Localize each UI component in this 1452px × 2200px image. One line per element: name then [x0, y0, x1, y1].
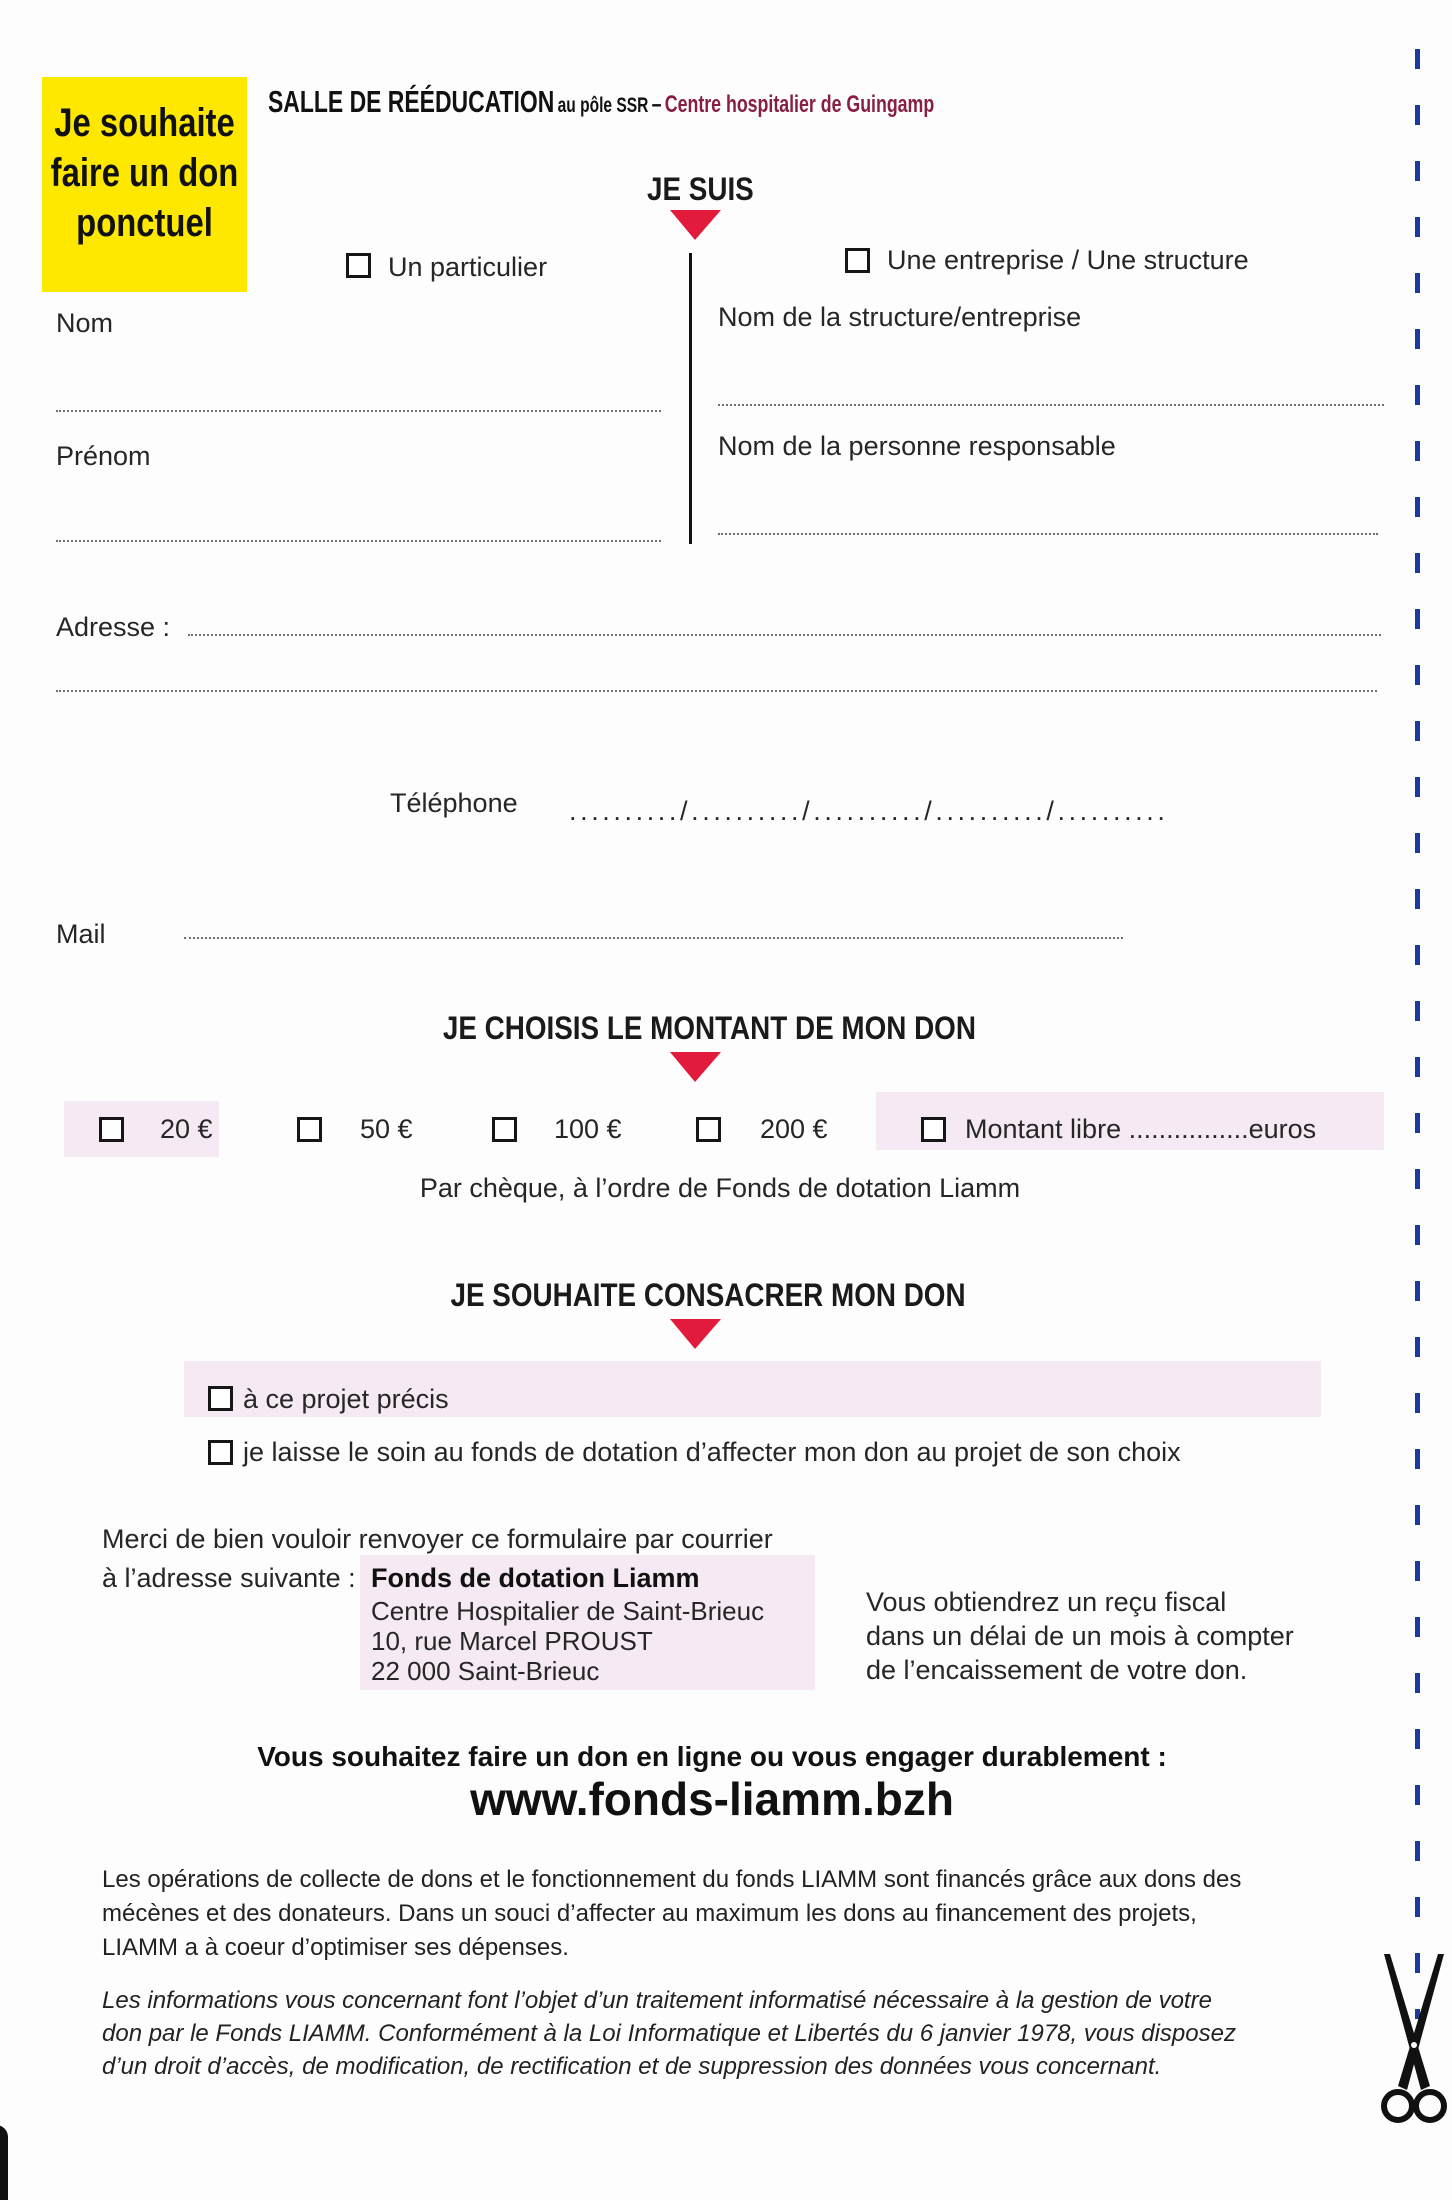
- header-separator: –: [651, 91, 662, 118]
- receipt-line: dans un délai de un mois à compter: [866, 1621, 1294, 1651]
- prenom-field[interactable]: [56, 540, 661, 542]
- mailing-intro: Merci de bien vouloir renvoyer ce formulaire par courrier: [102, 1524, 773, 1554]
- recipient-address: [371, 1596, 764, 1686]
- down-triangle-icon: [670, 1319, 721, 1349]
- amount-50-checkbox[interactable]: [297, 1117, 322, 1142]
- address-line: Centre Hospitalier de Saint-Brieuc: [371, 1596, 765, 1626]
- structure-name-label: Nom de la structure/entreprise: [718, 302, 1082, 332]
- responsible-name-label: Nom de la personne responsable: [718, 431, 1116, 461]
- address-line: 22 000 Saint-Brieuc: [371, 1656, 600, 1686]
- fund-choice-checkbox[interactable]: [208, 1440, 233, 1465]
- donor-type-heading: [300, 170, 1100, 208]
- individual-option-label: Un particulier: [388, 252, 548, 282]
- mail-field[interactable]: [184, 937, 1123, 939]
- donation-badge: [42, 77, 247, 292]
- service-title: SALLE DE RÉÉDUCATION: [268, 84, 555, 119]
- down-triangle-icon: [670, 210, 721, 240]
- structure-name-field[interactable]: [718, 404, 1384, 406]
- tax-receipt-note: [866, 1585, 1294, 1687]
- badge-line: faire un don: [50, 151, 239, 195]
- amount-20-label: 20 €: [160, 1114, 213, 1144]
- amount-heading-text: JE CHOISIS LE MONTANT DE MON DON: [442, 1010, 976, 1046]
- amount-heading: [309, 1009, 1109, 1047]
- amount-100-label: 100 €: [554, 1114, 622, 1144]
- financing-line: mécènes et des donateurs. Dans un souci d’affecter au maximum les dons au financement des projets,: [102, 1900, 1197, 1927]
- hospital-name: Centre hospitalier de Guingamp: [664, 91, 935, 118]
- organization-checkbox[interactable]: [845, 248, 870, 273]
- free-amount-field[interactable]: Montant libre ................euros: [965, 1114, 1317, 1144]
- badge-line: Je souhaite: [54, 101, 235, 145]
- badge-line: ponctuel: [76, 201, 213, 245]
- allocation-heading: [308, 1276, 1108, 1314]
- address-label: Adresse :: [56, 612, 171, 642]
- cut-line: [1415, 49, 1420, 2019]
- privacy-notice: [102, 1984, 1236, 2083]
- phone-field[interactable]: ........../........../........../........../..........: [569, 796, 1169, 826]
- scissors-icon: [1380, 1952, 1448, 2128]
- prenom-label: Prénom: [56, 441, 151, 471]
- donor-type-heading-text: JE SUIS: [646, 171, 754, 207]
- organization-option-label: Une entreprise / Une structure: [887, 245, 1249, 275]
- financing-line: Les opérations de collecte de dons et le fonctionnement du fonds LIAMM sont financés grâce aux dons des: [102, 1866, 1242, 1893]
- responsible-name-field[interactable]: [718, 533, 1378, 535]
- financing-notice: [102, 1863, 1241, 1965]
- amount-100-checkbox[interactable]: [492, 1117, 517, 1142]
- mailing-intro-address: à l’adresse suivante :: [102, 1563, 356, 1593]
- payment-note: Par chèque, à l’ordre de Fonds de dotation Liamm: [419, 1173, 1021, 1203]
- privacy-line: don par le Fonds LIAMM. Conformément à la Loi Informatique et Libertés du 6 janvier 1978, vous disposez: [102, 2020, 1236, 2047]
- website-url[interactable]: www.fonds-liamm.bzh: [470, 1773, 954, 1825]
- nom-label: Nom: [56, 308, 114, 338]
- allocation-heading-text: JE SOUHAITE CONSACRER MON DON: [450, 1277, 966, 1313]
- recipient-name: Fonds de dotation Liamm: [371, 1563, 700, 1593]
- service-location: au pôle SSR: [557, 94, 649, 117]
- address-line: 10, rue Marcel PROUST: [371, 1626, 653, 1656]
- amount-200-checkbox[interactable]: [696, 1117, 721, 1142]
- mail-label: Mail: [56, 919, 106, 949]
- form-header: [268, 84, 934, 126]
- down-triangle-icon: [670, 1052, 721, 1082]
- free-amount-checkbox[interactable]: [921, 1117, 946, 1142]
- receipt-line: Vous obtiendrez un reçu fiscal: [866, 1587, 1227, 1617]
- scan-edge-shadow: [0, 2125, 8, 2200]
- nom-field[interactable]: [56, 410, 661, 412]
- specific-project-checkbox[interactable]: [208, 1386, 233, 1411]
- address-field-line-2[interactable]: [56, 690, 1377, 692]
- privacy-line: Les informations vous concernant font l’objet d’un traitement informatisé nécessaire à la gestion de votre: [102, 1987, 1212, 2014]
- amount-20-checkbox[interactable]: [99, 1117, 124, 1142]
- column-divider: [689, 253, 692, 544]
- phone-label: Téléphone: [390, 788, 518, 818]
- specific-project-label: à ce projet précis: [243, 1384, 449, 1414]
- individual-checkbox[interactable]: [346, 253, 371, 278]
- online-prompt: Vous souhaitez faire un don en ligne ou vous engager durablement :: [257, 1741, 1167, 1772]
- fund-choice-label: je laisse le soin au fonds de dotation d’affecter mon don au projet de son choix: [243, 1437, 1181, 1467]
- amount-200-label: 200 €: [760, 1114, 828, 1144]
- privacy-line: d’un droit d’accès, de modification, de rectification et de suppression des données vous concernant.: [102, 2053, 1162, 2080]
- address-field-line-1[interactable]: [188, 634, 1381, 636]
- financing-line: LIAMM a à coeur d’optimiser ses dépenses.: [102, 1934, 569, 1961]
- receipt-line: de l’encaissement de votre don.: [866, 1655, 1248, 1685]
- amount-50-label: 50 €: [360, 1114, 413, 1144]
